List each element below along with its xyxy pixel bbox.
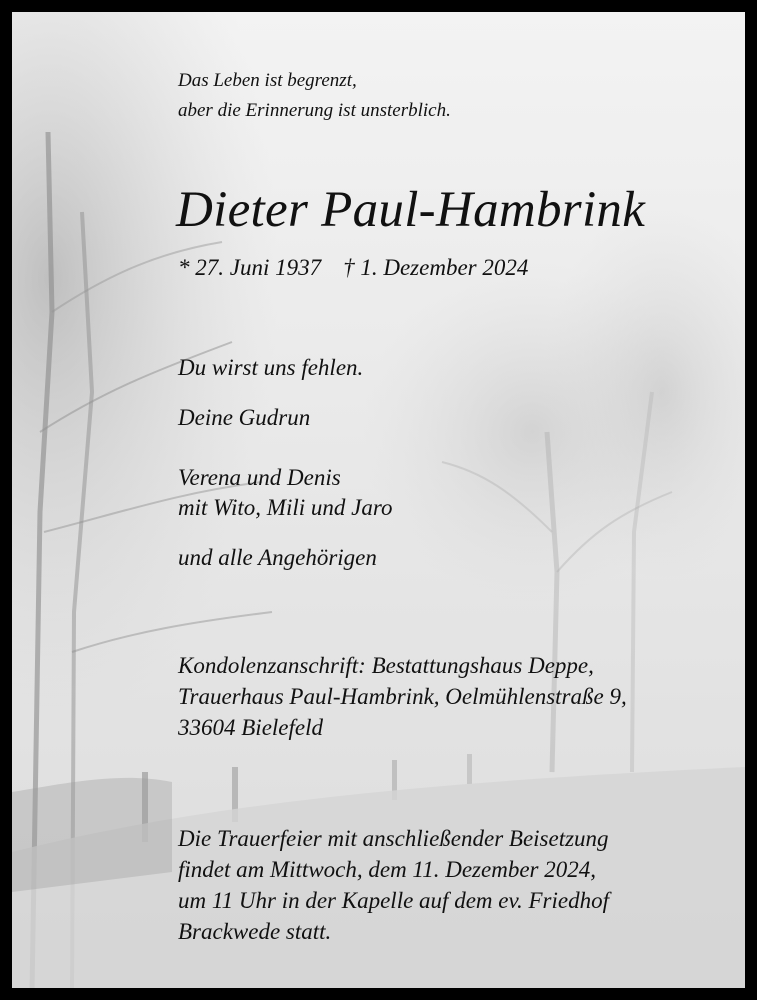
quote-line-2: aber die Erinnerung ist unsterblich. <box>178 100 451 121</box>
ceremony-line-2: findet am Mittwoch, dem 11. Dezember 2024, <box>178 857 596 882</box>
ceremony-line-1: Die Trauerfeier mit anschließender Beisetzung <box>178 826 609 851</box>
ceremony-line-3: um 11 Uhr in der Kapelle auf dem ev. Friedhof <box>178 888 609 913</box>
ceremony-line-4: Brackwede statt. <box>178 919 332 944</box>
death-date: † 1. Dezember 2024 <box>343 255 529 280</box>
family-line-2a: Verena und Denis <box>178 465 341 490</box>
condolence-address <box>178 650 627 743</box>
quote-line-1: Das Leben ist begrenzt, <box>178 70 357 91</box>
quote <box>178 66 451 126</box>
address-line-1: Kondolenzanschrift: Bestattungshaus Deppe, <box>178 653 594 678</box>
address-line-2: Trauerhaus Paul-Hambrink, Oelmühlenstraße 9, <box>178 684 627 709</box>
family-line-3: und alle Angehörigen <box>178 545 377 570</box>
birth-date: * 27. Juni 1937 <box>178 255 322 280</box>
deceased-name: Dieter Paul-Hambrink <box>176 182 646 238</box>
farewell-line: Du wirst uns fehlen. <box>178 355 364 380</box>
family-line-2b: mit Wito, Mili und Jaro <box>178 495 393 520</box>
address-line-3: 33604 Bielefeld <box>178 715 323 740</box>
life-dates <box>178 253 528 283</box>
family-line-1: Deine Gudrun <box>178 405 311 430</box>
ceremony-notice <box>178 823 609 947</box>
